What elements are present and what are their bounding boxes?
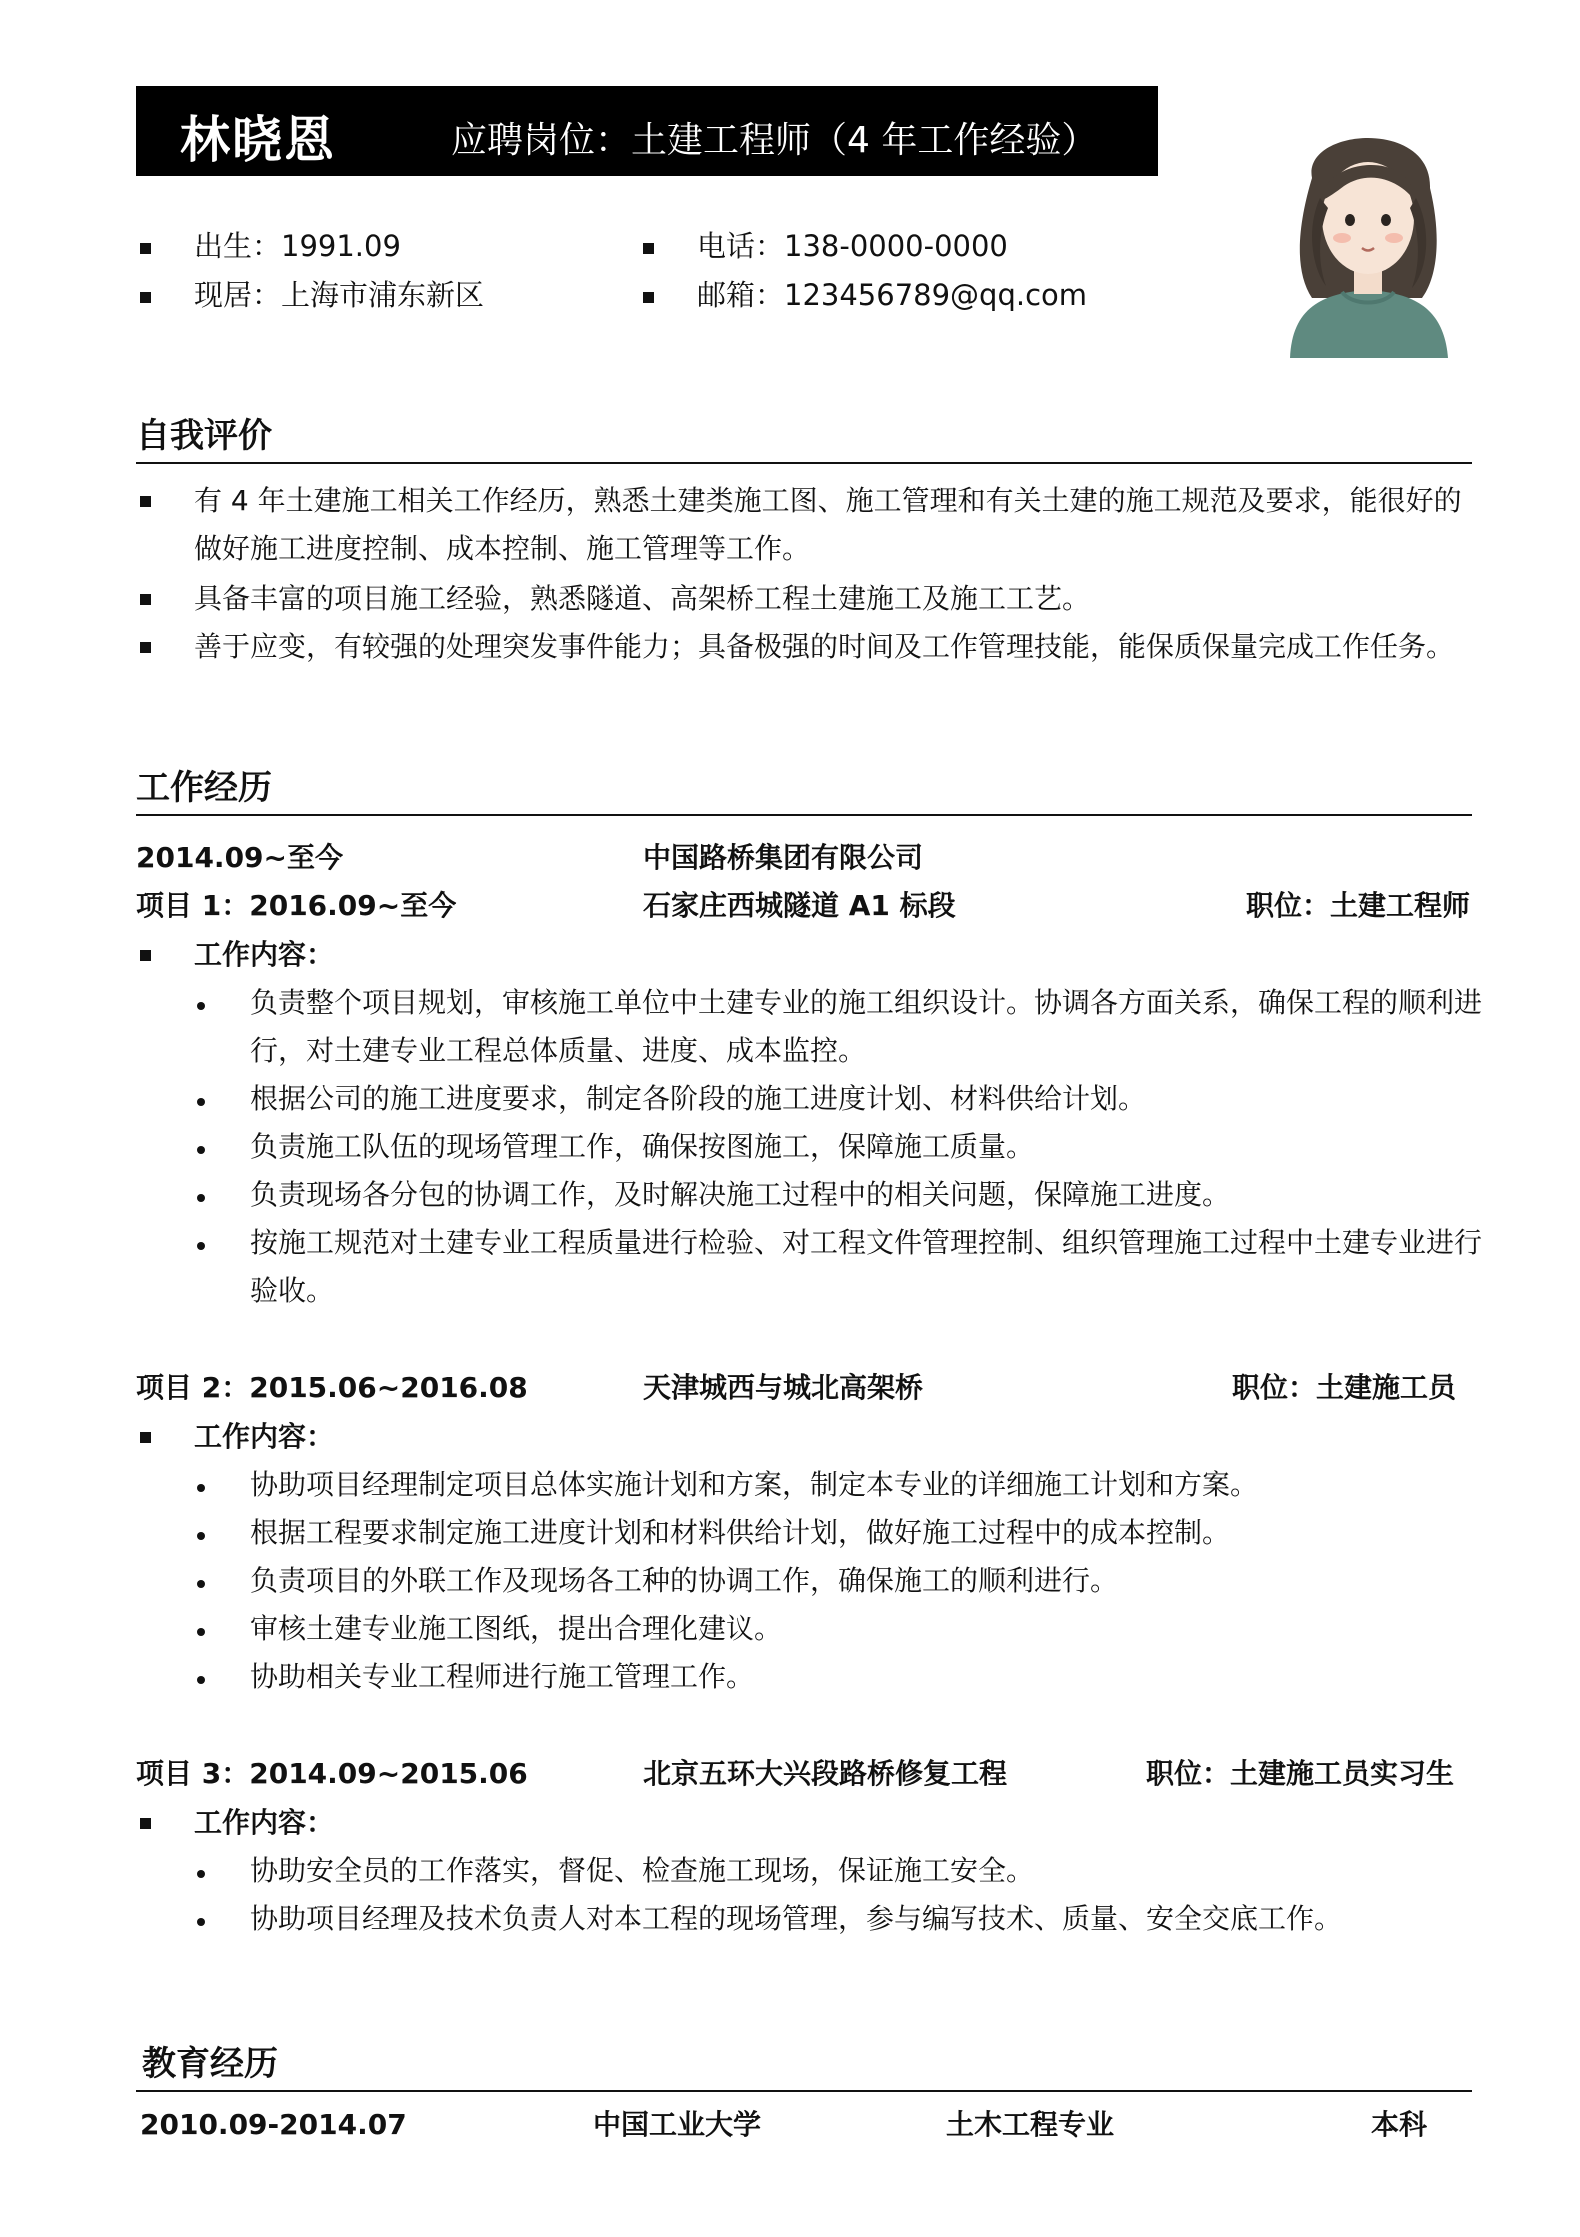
bullet-dot (197, 1242, 205, 1250)
bullet-dot (197, 1002, 205, 1010)
bullet-dot (197, 1098, 205, 1106)
project-name: 北京五环大兴段路桥修复工程 (643, 1757, 1008, 1790)
bullet-square (140, 642, 151, 653)
project-task: 负责现场各分包的协调工作，及时解决施工过程中的相关问题，保障施工进度。 (250, 1178, 1231, 1211)
project-role: 职位：土建工程师 (1246, 889, 1471, 922)
applied-position: 应聘岗位：土建工程师（4 年工作经验） (451, 120, 1098, 161)
education-major: 土木工程专业 (946, 2108, 1115, 2141)
info-birth: 出生：1991.09 (194, 229, 401, 263)
project-label: 项目 2：2015.06~2016.08 (136, 1371, 528, 1404)
project-task: 协助项目经理及技术负责人对本工程的现场管理，参与编写技术、质量、安全交底工作。 (250, 1902, 1343, 1935)
project-label: 项目 1：2016.09~至今 (136, 889, 457, 922)
education-school: 中国工业大学 (593, 2108, 762, 2141)
project-task: 按施工规范对土建专业工程质量进行检验、对工程文件管理控制、组织管理施工过程中土建专业进行 验收。 (250, 1226, 1483, 1307)
project-task: 协助安全员的工作落实，督促、检查施工现场，保证施工安全。 (250, 1854, 1035, 1887)
project-task: 根据公司的施工进度要求，制定各阶段的施工进度计划、材料供给计划。 (250, 1082, 1147, 1115)
project-task: 审核土建专业施工图纸，提出合理化建议。 (250, 1612, 783, 1645)
bullet-dot (197, 1194, 205, 1202)
project-task: 协助相关专业工程师进行施工管理工作。 (250, 1660, 755, 1693)
bullet-square (643, 243, 654, 254)
education-degree: 本科 (1371, 2108, 1428, 2141)
work-content-label: 工作内容： (194, 1806, 335, 1839)
project-task: 协助项目经理制定项目总体实施计划和方案，制定本专业的详细施工计划和方案。 (250, 1468, 1259, 1501)
project-role: 职位：土建施工员 (1232, 1371, 1457, 1404)
bullet-square (140, 496, 151, 507)
header-bar (136, 86, 1158, 176)
project-task: 根据工程要求制定施工进度计划和材料供给计划，做好施工过程中的成本控制。 (250, 1516, 1231, 1549)
bullet-dot (197, 1484, 205, 1492)
self-eval-item: 具备丰富的项目施工经验，熟悉隧道、高架桥工程土建施工及施工工艺。 (194, 582, 1091, 615)
project-task: 负责施工队伍的现场管理工作，确保按图施工，保障施工质量。 (250, 1130, 1035, 1163)
education-period: 2010.09-2014.07 (140, 2108, 407, 2141)
work-period: 2014.09~至今 (136, 841, 343, 874)
bullet-dot (197, 1580, 205, 1588)
bullet-dot (197, 1146, 205, 1154)
section-divider (136, 2090, 1472, 2092)
section-title-education: 教育经历 (142, 2044, 278, 2084)
avatar (1272, 108, 1464, 358)
bullet-dot (197, 1918, 205, 1926)
project-task: 负责项目的外联工作及现场各工种的协调工作，确保施工的顺利进行。 (250, 1564, 1119, 1597)
project-label: 项目 3：2014.09~2015.06 (136, 1757, 528, 1790)
work-content-label: 工作内容： (194, 1420, 335, 1453)
bullet-square (140, 243, 151, 254)
project-role: 职位：土建施工员实习生 (1146, 1757, 1455, 1790)
bullet-dot (197, 1870, 205, 1878)
info-email: 邮箱：123456789@qq.com (697, 278, 1088, 312)
bullet-square (140, 1432, 151, 1443)
bullet-square (140, 594, 151, 605)
bullet-square (643, 292, 654, 303)
bullet-dot (197, 1628, 205, 1636)
candidate-name: 林晓恩 (180, 111, 336, 169)
bullet-square (140, 1818, 151, 1829)
bullet-dot (197, 1676, 205, 1684)
work-content-label: 工作内容： (194, 938, 335, 971)
bullet-square (140, 950, 151, 961)
self-eval-item: 有 4 年土建施工相关工作经历，熟悉土建类施工图、施工管理和有关土建的施工规范及要求，能很好的 做好施工进度控制、成本控制、施工管理等工作。 (194, 484, 1462, 565)
bullet-dot (197, 1532, 205, 1540)
self-eval-item: 善于应变，有较强的处理突发事件能力；具备极强的时间及工作管理技能，能保质保量完成工作任务。 (194, 630, 1455, 663)
info-phone: 电话：138-0000-0000 (697, 229, 1008, 263)
work-company: 中国路桥集团有限公司 (643, 841, 924, 874)
info-location: 现居：上海市浦东新区 (194, 278, 485, 312)
project-name: 石家庄西城隧道 A1 标段 (643, 889, 956, 922)
bullet-square (140, 292, 151, 303)
section-divider (136, 462, 1472, 464)
section-title-self-eval: 自我评价 (136, 416, 272, 456)
section-title-work: 工作经历 (136, 768, 272, 808)
section-divider (136, 814, 1472, 816)
project-name: 天津城西与城北高架桥 (643, 1371, 924, 1404)
project-task: 负责整个项目规划，审核施工单位中土建专业的施工组织设计。协调各方面关系，确保工程的顺利进 行，对土建专业工程总体质量、进度、成本监控。 (250, 986, 1483, 1067)
